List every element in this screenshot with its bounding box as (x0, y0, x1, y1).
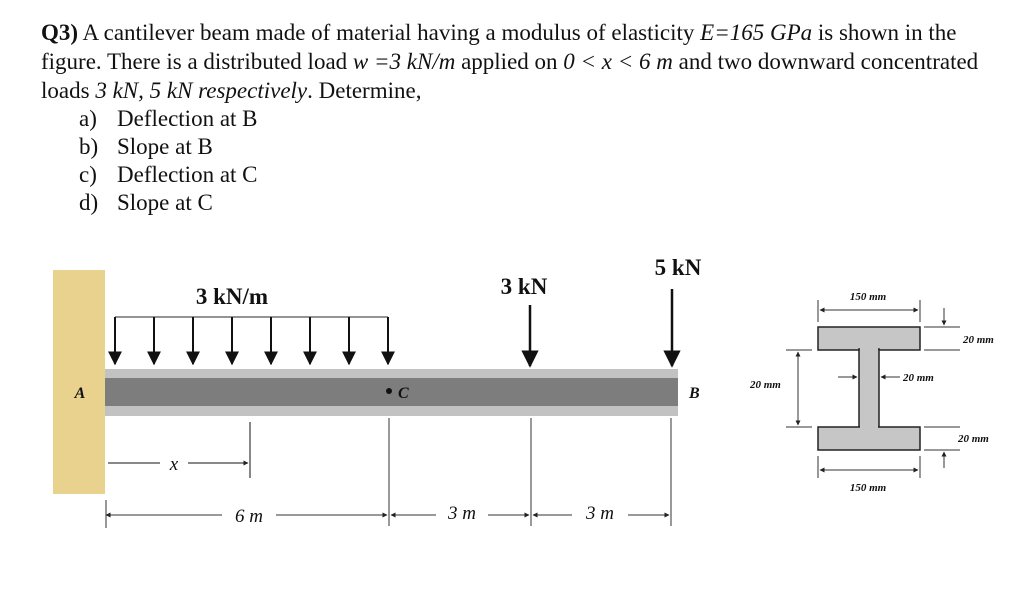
statement-part-5: . Determine, (307, 78, 422, 103)
wall-support (53, 270, 105, 494)
statement-part-1: A cantilever beam made of material having a modulus of elasticity (78, 20, 701, 45)
section-bottom-flange: 20 mm (958, 433, 989, 445)
section-bottom-width: 150 mm (849, 482, 887, 494)
concentrated-loads: 3 kN, 5 kN respectively (95, 78, 308, 103)
part-text: Slope at C (117, 190, 213, 215)
modulus-value: E=165 GPa (700, 20, 813, 45)
part-letter: c) (79, 162, 97, 187)
load-5kn-label: 5 kN (654, 255, 702, 280)
dim-label-3m: 3 m (448, 503, 476, 524)
statement-part-3: applied on (455, 49, 564, 74)
x-label: x (169, 454, 179, 475)
section-top-width: 150 mm (849, 291, 887, 303)
part-text: Deflection at B (117, 106, 258, 131)
statement-part-2: is shown in the figure. There is a distributed load (41, 20, 957, 74)
udl-label: 3 kN/m (195, 284, 269, 309)
load-3kn-label: 3 kN (500, 274, 548, 299)
statement-part-4: and two downward concentrated loads (41, 49, 979, 103)
distributed-load-value: w =3 kN/m (352, 49, 456, 74)
part-text: Slope at B (117, 134, 213, 159)
section-height: 20 mm (750, 379, 781, 391)
part-letter: d) (79, 190, 99, 215)
dim-label-6m: 6 m (235, 506, 263, 527)
point-c-label: C (398, 385, 409, 402)
bottom-flange (818, 427, 920, 450)
part-letter: b) (79, 134, 99, 159)
support-label-a: A (74, 385, 86, 402)
top-flange (818, 327, 920, 350)
section-top-flange: 20 mm (963, 334, 994, 346)
web-fill-joint (860, 347, 878, 430)
udl-arrows (115, 317, 388, 364)
part-letter: a) (79, 106, 97, 131)
beam-bottom-strip (105, 406, 678, 416)
beam-top-strip (105, 369, 678, 378)
end-label-b: B (689, 385, 700, 402)
point-c-dot (386, 388, 392, 394)
question-label: Q3) (41, 20, 79, 45)
section-web: 20 mm (903, 372, 934, 384)
i-section (818, 327, 920, 450)
dim-label-3m: 3 m (586, 503, 614, 524)
part-text: Deflection at C (117, 162, 258, 187)
load-range: 0 < x < 6 m (563, 49, 673, 74)
